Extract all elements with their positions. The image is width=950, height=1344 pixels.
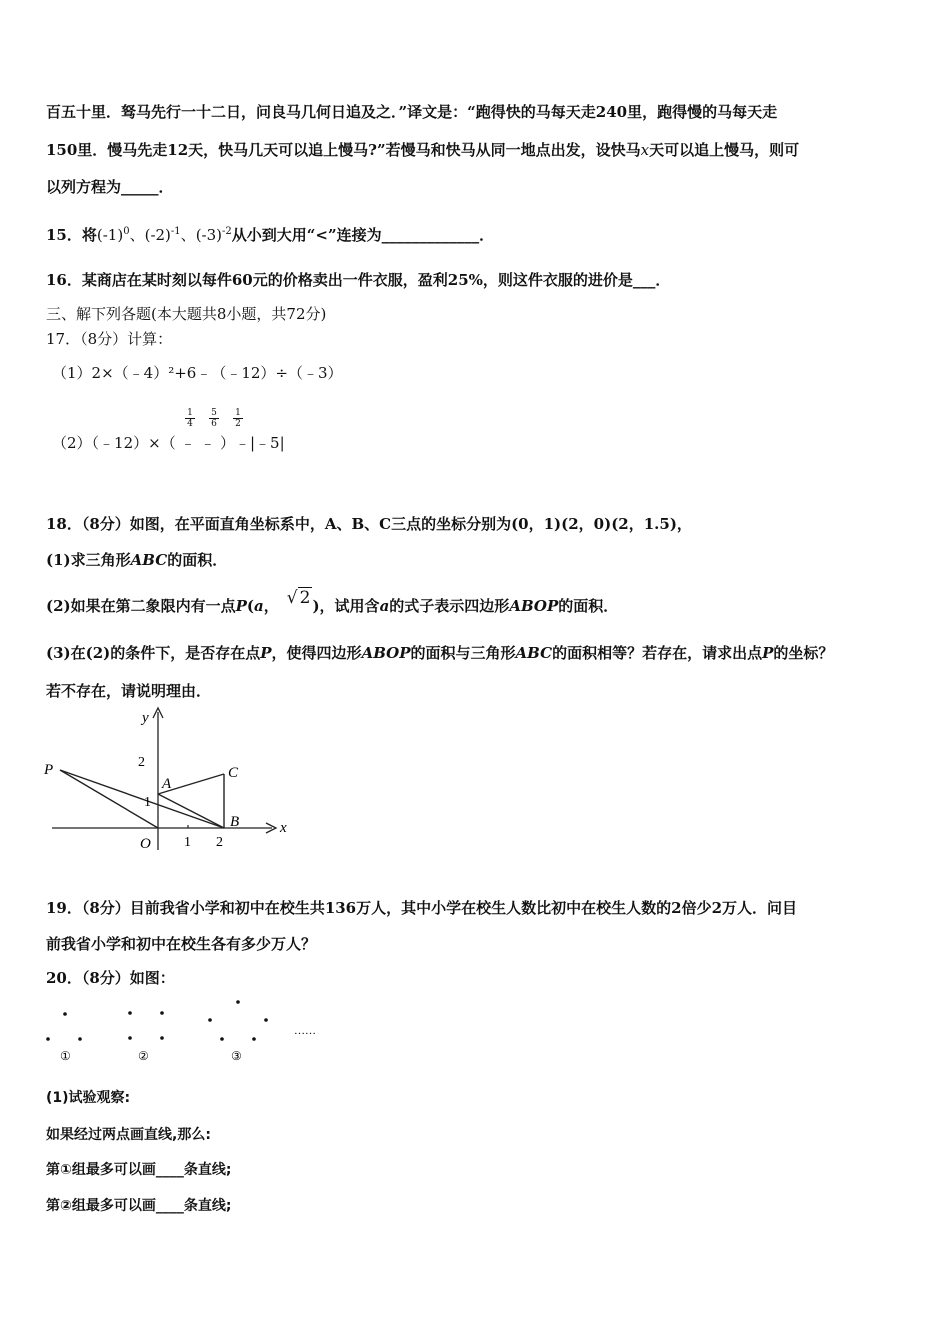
q18-part2-d: )，试用含: [312, 597, 380, 615]
q20-line1: 如果经过两点画直线,那么:: [46, 1127, 211, 1143]
q15-sep2: 、: [180, 226, 196, 244]
q18-part2-a: (2)如果在第二象限内有一点: [46, 597, 236, 615]
q18-part3-var-abop: ABOP: [361, 644, 411, 662]
dot: [78, 1037, 82, 1041]
q18-part2-c: ，: [263, 597, 279, 615]
q14-line2-b: 天可以追上慢马，则可: [649, 141, 800, 159]
q15-exp2: -1: [170, 226, 181, 237]
q15-prefix: 15．将: [46, 226, 97, 244]
q18-part2-var-a: a: [254, 597, 264, 615]
label-A: A: [162, 776, 172, 792]
q18-coordinate-figure: [40, 702, 300, 862]
label-x-1: 1: [184, 835, 191, 850]
q18-part3-e: 的坐标？: [773, 644, 834, 662]
q17-title: 17．（8分）计算：: [46, 330, 173, 348]
q18-part3-a: (3)在(2)的条件下，是否存在点: [46, 644, 261, 662]
q18-part3-var-p: P: [260, 644, 272, 662]
dot: [236, 1000, 240, 1004]
q18-part3-b: ，使得四边形: [271, 644, 362, 662]
q15-term1: (-1): [96, 226, 124, 244]
q17-frac-2-num: 5: [211, 408, 217, 418]
q17-frac-1-den: 4: [185, 418, 195, 429]
label-x: x: [280, 820, 287, 836]
q20-dot-groups-figure: [40, 994, 340, 1070]
q18-part3-d: 的面积相等？若存在，请求出点: [552, 644, 763, 662]
q18-part3-var-p2: P: [762, 644, 774, 662]
group-label-3: ③: [231, 1049, 242, 1063]
q17-frac-1-num: 1: [187, 408, 193, 418]
q17-frac-3: [233, 408, 243, 429]
label-y-2: 2: [138, 755, 145, 770]
dot: [128, 1036, 132, 1040]
q17-frac-3-den: 2: [233, 418, 243, 429]
dot: [208, 1018, 212, 1022]
q15-term3: (-3): [195, 226, 223, 244]
q14-line1: 百五十里．驽马先行一十二日，问良马几何日追及之．”译文是：“跑得快的马每天走240里，跑得慢的马每天走: [46, 103, 778, 121]
label-C: C: [228, 765, 239, 781]
q15-sep1: 、: [129, 226, 145, 244]
dot: [128, 1011, 132, 1015]
q15-suffix: 从小到大用“<”连接为_____________．: [231, 226, 495, 244]
q15-exp3: -2: [222, 226, 232, 237]
q17-frac-1: [185, 408, 195, 429]
q18-part2-f: 的面积．: [558, 597, 619, 615]
q16-line: 16．某商店在某时刻以每件60元的价格卖出一件衣服，盈利25%，则这件衣服的进价是___．: [46, 271, 671, 289]
sqrt-sign: √: [286, 588, 298, 608]
q18-part3: [46, 643, 833, 663]
q18-part1: [46, 550, 227, 570]
q15-term2: (-2): [144, 226, 171, 244]
q18-part2-var-p: P: [235, 597, 247, 615]
q18-part2-b: (: [246, 597, 255, 615]
q19-line1: 19．（8分）目前我省小学和初中在校生共136万人，其中小学在校生人数比初中在校生人数的2倍少2万人．问目: [46, 899, 798, 917]
q18-part2-sqrt: 2: [299, 588, 311, 608]
q17-frac-3-num: 1: [235, 408, 241, 418]
q14-line3: 以列方程为_____．: [46, 178, 174, 196]
q20-line2: 第①组最多可以画____条直线;: [46, 1162, 232, 1178]
q18-part2-var-abop: ABOP: [509, 597, 559, 615]
section-3-heading: 三、解下列各题(本大题共8小题，共72分): [46, 305, 327, 323]
label-y: y: [142, 710, 149, 726]
group-label-1: ①: [60, 1049, 71, 1063]
q17-frac-2-den: 6: [209, 418, 219, 429]
q18-part1-a: (1)求三角形: [46, 551, 131, 569]
ellipsis: ……: [294, 1025, 316, 1037]
segment-AB: [158, 794, 224, 828]
dot: [252, 1037, 256, 1041]
dot: [46, 1037, 50, 1041]
q18-part1-var: ABC: [130, 551, 168, 569]
label-B: B: [230, 814, 240, 830]
q18-part1-b: 的面积．: [167, 551, 228, 569]
dot: [160, 1036, 164, 1040]
q18-part2-e: 的式子表示四边形: [389, 597, 510, 615]
q15-exp1: 0: [123, 226, 130, 237]
dot: [63, 1012, 67, 1016]
q18-part3-line2: 若不存在，请说明理由．: [46, 682, 212, 700]
q18-part2-var-a2: a: [379, 597, 390, 615]
q14-line2: [46, 140, 799, 160]
q17-frac-2: [209, 408, 219, 429]
q17-part1: （1）2×（﹣4）²+6﹣（﹣12）÷（﹣3）: [52, 364, 343, 382]
label-x-2: 2: [216, 835, 223, 850]
q18-part3-var-abc: ABC: [515, 644, 553, 662]
q19-line2: 前我省小学和初中在校生各有多少万人？: [46, 935, 317, 953]
q14-var-x: x: [640, 141, 650, 159]
label-P: P: [44, 762, 54, 778]
q14-line2-a: 150里．慢马先走12天，快马几天可以追上慢马?”若慢马和快马从同一地点出发，设快马: [46, 141, 641, 159]
q18-title: 18．（8分）如图，在平面直角坐标系中，A、B、C三点的坐标分别为(0，1)(2，0)(2，1.5)，: [46, 515, 692, 533]
q18-part2: [46, 588, 619, 616]
group-label-2: ②: [138, 1049, 149, 1063]
q17-part2: （2）（﹣12）×（ ﹣ ﹣ ）﹣|﹣5|: [52, 434, 285, 452]
dot: [264, 1018, 268, 1022]
dot: [220, 1037, 224, 1041]
q20-observe: (1)试验观察:: [46, 1090, 131, 1106]
label-O: O: [140, 836, 151, 852]
label-y-1: 1: [144, 795, 151, 810]
q20-line3: 第②组最多可以画____条直线;: [46, 1198, 232, 1214]
q18-part3-c: 的面积与三角形: [410, 644, 516, 662]
dot: [160, 1011, 164, 1015]
q20-title: 20．（8分）如图：: [46, 969, 175, 987]
q15-line: [46, 222, 494, 245]
